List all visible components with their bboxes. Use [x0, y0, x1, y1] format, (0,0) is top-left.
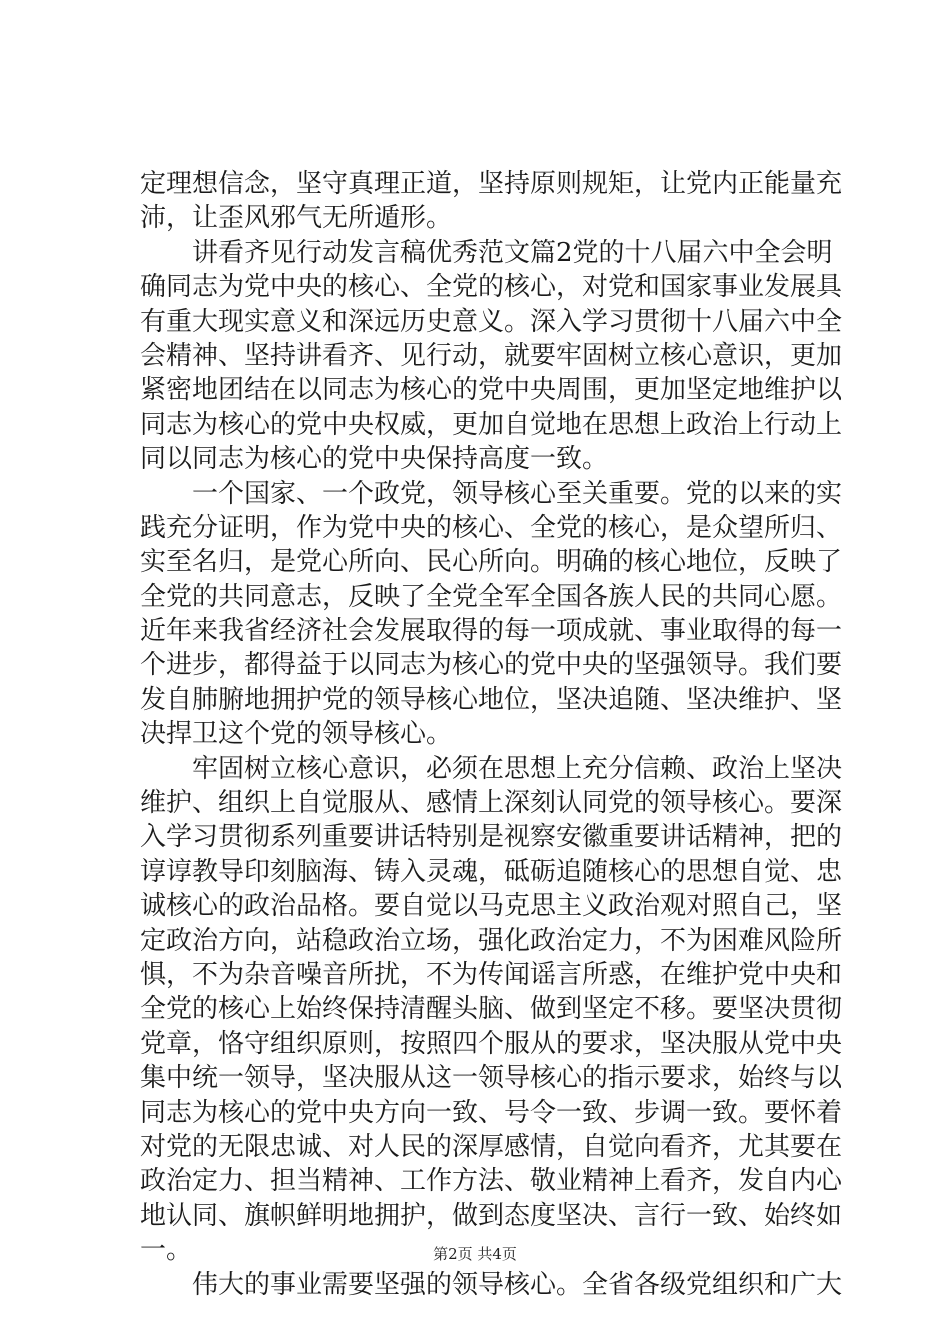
text-line: 伟大的事业需要坚强的领导核心。全省各级党组织和广大	[192, 1269, 843, 1300]
text-line: 集中统一领导，坚决服从这一领导核心的指示要求，始终与以	[140, 1063, 843, 1094]
text-line: 有重大现实意义和深远历史意义。深入学习贯彻十八届六中全	[140, 306, 843, 337]
text-line: 牢固树立核心意识，必须在思想上充分信赖、政治上坚决	[192, 753, 843, 784]
text-line: 谆谆教导印刻脑海、铸入灵魂，砥砺追随核心的思想自觉、忠	[140, 856, 843, 887]
page-footer	[0, 1244, 950, 1264]
text-line: 党章，恪守组织原则，按照四个服从的要求，坚决服从党中央	[140, 1028, 843, 1059]
text-line: 会精神、坚持讲看齐、见行动，就要牢固树立核心意识，更加	[140, 340, 843, 371]
text-line: 维护、组织上自觉服从、感情上深刻认同党的领导核心。要深	[140, 788, 843, 819]
text-line: 惧，不为杂音噪音所扰，不为传闻谣言所惑，在维护党中央和	[140, 959, 843, 990]
text-line: 全党的核心上始终保持清醒头脑、做到坚定不移。要坚决贯彻	[140, 994, 843, 1025]
text-line: 确同志为党中央的核心、全党的核心，对党和国家事业发展具	[140, 272, 843, 303]
text-line: 践充分证明，作为党中央的核心、全党的核心，是众望所归、	[140, 512, 843, 543]
text-line: 定理想信念，坚守真理正道，坚持原则规矩，让党内正能量充	[140, 169, 843, 199]
text-line: 地认同、旗帜鲜明地拥护，做到态度坚决、言行一致、始终如	[140, 1200, 843, 1231]
text-line: 对党的无限忠诚、对人民的深厚感情，自觉向看齐，尤其要在	[140, 1131, 843, 1162]
text-line: 决捍卫这个党的领导核心。	[140, 719, 453, 750]
text-line: 沛，让歪风邪气无所遁形。	[140, 203, 453, 234]
text-line: 全党的共同意志，反映了全党全军全国各族人民的共同心愿。	[140, 581, 843, 612]
text-line: 发自肺腑地拥护党的领导核心地位，坚决追随、坚决维护、坚	[140, 684, 843, 715]
text-line: 入学习贯彻系列重要讲话特别是视察安徽重要讲话精神，把的	[140, 822, 843, 853]
text-line: 诚核心的政治品格。要自觉以马克思主义政治观对照自己，坚	[140, 891, 843, 922]
text-line: 个进步，都得益于以同志为核心的党中央的坚强领导。我们要	[140, 650, 843, 681]
text-line: 一。	[140, 1235, 193, 1266]
text-line: 实至名归，是党心所向、民心所向。明确的核心地位，反映了	[140, 547, 843, 578]
text-line: 同志为核心的党中央权威，更加自觉地在思想上政治上行动上	[140, 409, 843, 440]
text-line: 定政治方向，站稳政治立场，强化政治定力，不为困难风险所	[140, 925, 843, 956]
text-line: 讲看齐见行动发言稿优秀范文篇2党的十八届六中全会明	[192, 237, 833, 268]
page-number: 第2页 共4页	[433, 1245, 517, 1263]
text-line: 紧密地团结在以同志为核心的党中央周围，更加坚定地维护以	[140, 375, 843, 406]
text-line: 政治定力、担当精神、工作方法、敬业精神上看齐，发自内心	[140, 1166, 843, 1197]
text-line: 近年来我省经济社会发展取得的每一项成就、事业取得的每一	[140, 616, 843, 647]
text-line: 同以同志为核心的党中央保持高度一致。	[140, 444, 609, 475]
text-line: 一个国家、一个政党，领导核心至关重要。党的以来的实	[192, 478, 843, 509]
document-body	[140, 167, 843, 1302]
text-line: 同志为核心的党中央方向一致、号令一致、步调一致。要怀着	[140, 1097, 843, 1128]
